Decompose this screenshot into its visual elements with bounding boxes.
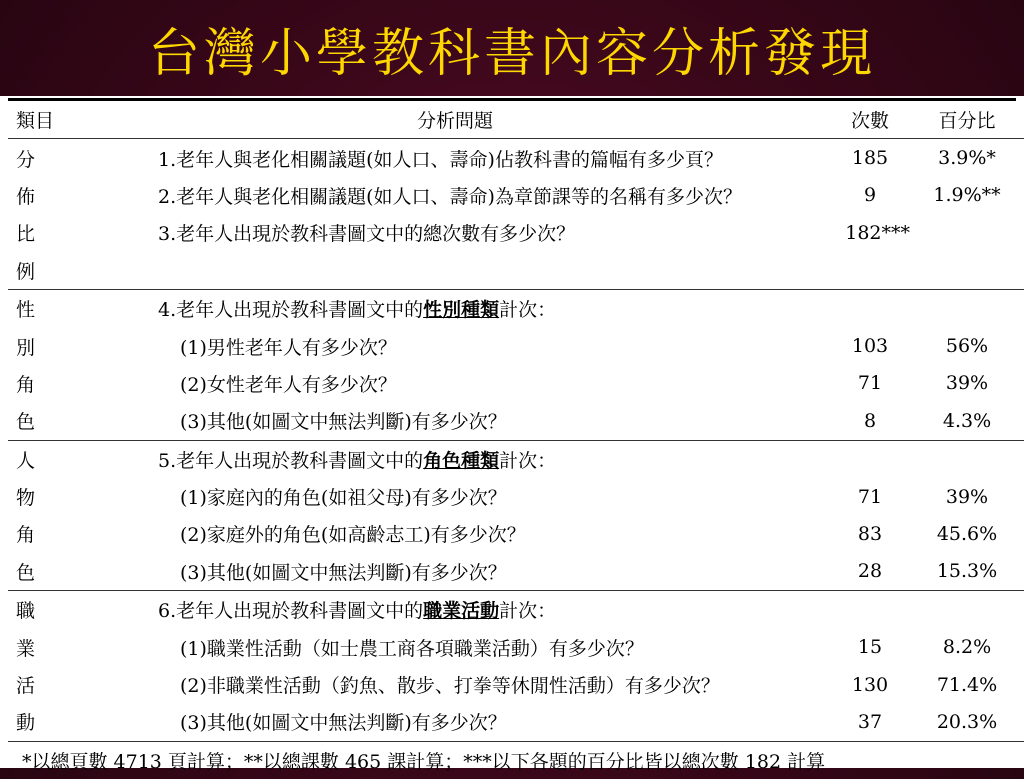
question-suffix: 計次： — [499, 299, 557, 322]
row-percent: 15.3% — [936, 560, 998, 583]
row-category: 動 — [16, 712, 36, 735]
row-question: (1)家庭內的角色(如祖父母)有多少次？ — [180, 487, 507, 510]
row-count — [830, 289, 910, 327]
table-row — [8, 553, 1024, 591]
header-count: 次數 — [830, 101, 910, 139]
row-question: (1)職業性活動（如士農工商各項職業活動）有多少次？ — [180, 637, 644, 660]
question-emphasis: 職業活動 — [423, 600, 500, 623]
row-count — [830, 591, 910, 629]
question-suffix: 計次： — [499, 600, 557, 623]
row-count — [830, 252, 910, 290]
row-question — [80, 591, 830, 629]
row-question: 3.老年人出現於教科書圖文中的總次數有多少次？ — [158, 223, 576, 246]
question-prefix: 6.老年人出現於教科書圖文中的 — [158, 600, 424, 623]
table-row — [8, 703, 1024, 741]
row-percent: 39% — [945, 485, 989, 508]
row-category: 色 — [16, 411, 36, 434]
table-row — [8, 289, 1024, 327]
row-question — [80, 252, 830, 290]
table-row — [8, 402, 1024, 440]
row-category: 人 — [8, 440, 80, 478]
row-percent: 3.9%* — [938, 147, 996, 170]
row-percent: 20.3% — [936, 710, 998, 733]
row-count — [830, 440, 910, 478]
table-row — [8, 515, 1024, 552]
header-percent: 百分比 — [910, 101, 1024, 139]
row-count: 8 — [863, 409, 877, 432]
row-category: 角 — [16, 373, 36, 396]
table-row — [8, 214, 1024, 251]
row-question: (2)女性老年人有多少次？ — [180, 373, 397, 396]
table-row — [8, 139, 1024, 177]
row-category: 別 — [16, 336, 36, 359]
row-percent — [910, 440, 1024, 478]
table-row — [8, 252, 1024, 290]
row-percent: 39% — [945, 372, 989, 395]
table-row — [8, 478, 1024, 515]
footnote-row — [8, 741, 1024, 779]
row-percent: 71.4% — [936, 673, 998, 696]
row-percent: 56% — [945, 335, 989, 358]
table-header-row — [8, 101, 1024, 139]
row-question: (3)其他(如圖文中無法判斷)有多少次？ — [180, 712, 507, 735]
analysis-table — [8, 101, 1024, 779]
table-row — [8, 628, 1024, 665]
row-question: (2)非職業性活動（釣魚、散步、打拳等休閒性活動）有多少次？ — [180, 675, 720, 698]
table-row — [8, 666, 1024, 703]
question-prefix: 4.老年人出現於教科書圖文中的 — [158, 299, 424, 322]
row-category: 物 — [16, 487, 36, 510]
row-category: 活 — [16, 675, 36, 698]
row-percent: 45.6% — [936, 522, 998, 545]
question-prefix: 5.老年人出現於教科書圖文中的 — [158, 449, 424, 472]
row-count: 182*** — [845, 221, 910, 244]
row-count: 71 — [857, 372, 883, 395]
row-category: 比 — [16, 223, 36, 246]
row-category: 職 — [8, 591, 80, 629]
row-count: 185 — [851, 147, 889, 170]
row-question — [80, 440, 830, 478]
table-row — [8, 177, 1024, 214]
header-question: 分析問題 — [80, 101, 830, 139]
row-question: (3)其他(如圖文中無法判斷)有多少次？ — [180, 411, 507, 434]
table-row — [8, 591, 1024, 629]
row-count: 83 — [857, 522, 883, 545]
row-percent — [910, 591, 1024, 629]
question-emphasis: 性別種類 — [423, 299, 500, 322]
question-suffix: 計次： — [499, 449, 557, 472]
row-question: (2)家庭外的角色(如高齡志工)有多少次？ — [180, 524, 526, 547]
table-row — [8, 365, 1024, 402]
row-percent: 8.2% — [942, 636, 992, 659]
header-category: 類目 — [8, 101, 80, 139]
row-percent — [910, 214, 1024, 251]
footnote: *以總頁數 4713 頁計算；**以總課數 465 課計算；***以下各題的百分比皆以總次數 182 計算 — [8, 741, 1024, 779]
row-category: 例 — [16, 260, 36, 283]
slide-title: 台灣小學教科書內容分析發現 — [147, 24, 876, 84]
row-count: 37 — [857, 710, 883, 733]
row-question — [80, 289, 830, 327]
row-question: 1.老年人與老化相關議題(如人口、壽命)佔教科書的篇幅有多少頁？ — [158, 148, 723, 171]
row-count: 9 — [863, 184, 877, 207]
row-category: 佈 — [16, 185, 36, 208]
table-panel — [0, 96, 1024, 773]
row-question: (1)男性老年人有多少次？ — [180, 336, 397, 359]
row-category: 性 — [8, 289, 80, 327]
table-row — [8, 440, 1024, 478]
row-count: 71 — [857, 485, 883, 508]
row-question: 2.老年人與老化相關議題(如人口、壽命)為章節課等的名稱有多少次？ — [158, 185, 742, 208]
row-count: 130 — [851, 673, 889, 696]
table-row — [8, 327, 1024, 364]
row-category: 分 — [16, 148, 36, 171]
row-category: 業 — [16, 637, 36, 660]
row-question: (3)其他(如圖文中無法判斷)有多少次？ — [180, 561, 507, 584]
row-percent — [910, 252, 1024, 290]
row-percent — [910, 289, 1024, 327]
row-percent: 1.9%** — [933, 184, 1001, 207]
row-count: 28 — [857, 560, 883, 583]
row-category: 角 — [16, 524, 36, 547]
row-category: 色 — [16, 561, 36, 584]
row-percent: 4.3% — [942, 409, 992, 432]
row-count: 103 — [851, 335, 889, 358]
row-count: 15 — [857, 636, 883, 659]
question-emphasis: 角色種類 — [423, 449, 500, 472]
